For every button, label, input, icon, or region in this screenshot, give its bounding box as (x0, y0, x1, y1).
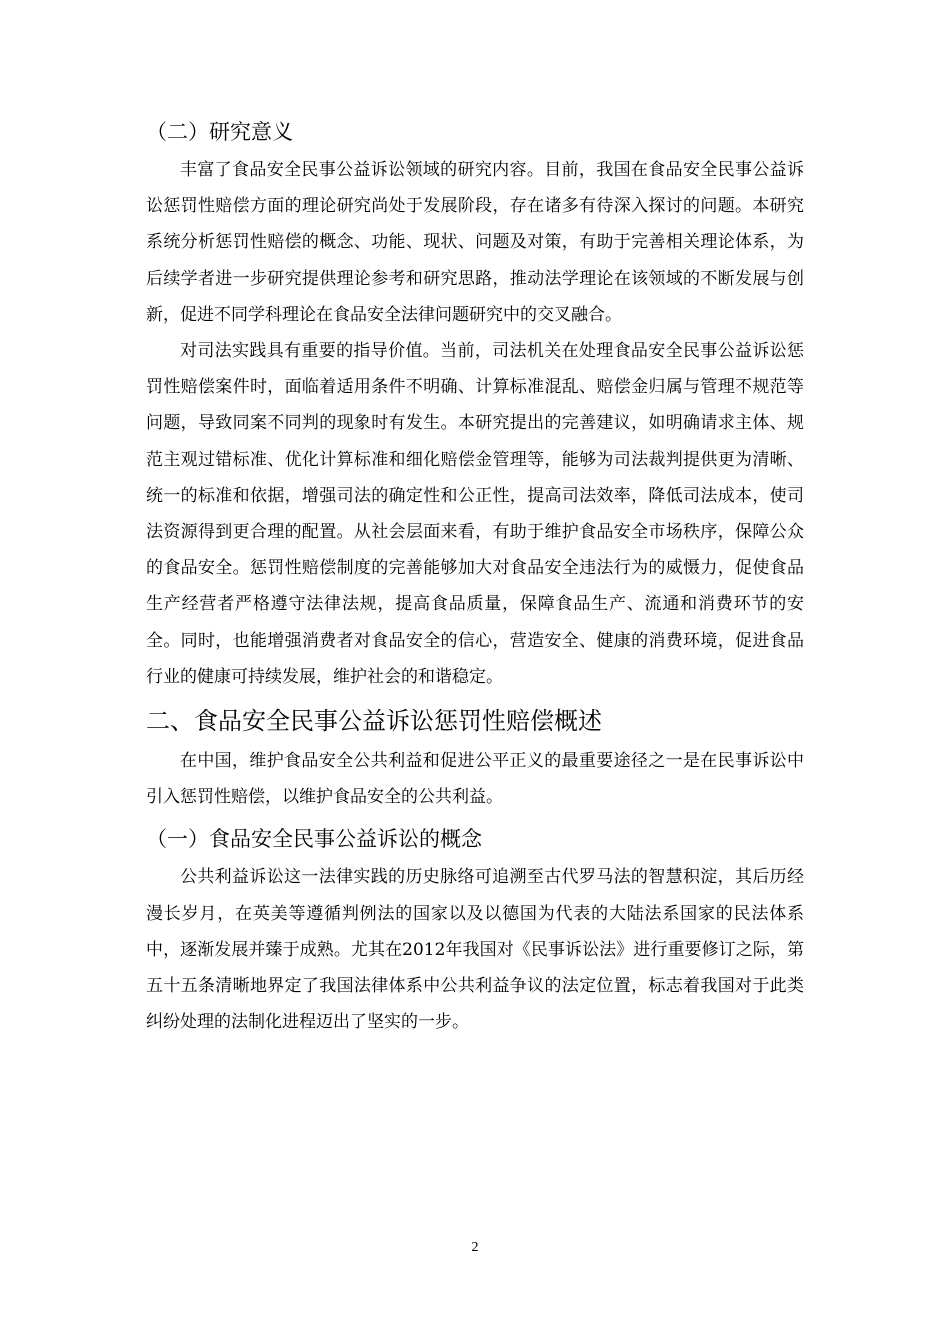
body-paragraph: 公共利益诉讼这一法律实践的历史脉络可追溯至古代罗马法的智慧积淀，其后历经漫长岁月，在英美等遵循判例法的国家以及以德国为代表的大陆法系国家的民法体系中，逐渐发展并臻于成熟。尤其在2012年我国对《民事诉讼法》进行重要修订之际，第五十五条清晰地界定了我国法律体系中公共利益争议的法定位置，标志着我国对于此类纠纷处理的法制化进程迈出了坚实的一步。 (146, 867, 804, 1033)
body-paragraph: 在中国，维护食品安全公共利益和促进公平正义的最重要途径之一是在民事诉讼中引入惩罚性赔偿，以维护食品安全的公共利益。 (146, 751, 804, 808)
section-heading-concept: （一）食品安全民事公益诉讼的概念 (146, 827, 482, 852)
section-heading-research-significance: （二）研究意义 (146, 120, 293, 144)
body-paragraph: 丰富了食品安全民事公益诉讼领域的研究内容。目前，我国在食品安全民事公益诉讼惩罚性赔偿方面的理论研究尚处于发展阶段，存在诸多有待深入探讨的问题。本研究系统分析惩罚性赔偿的概念、功能、现状、问题及对策，有助于完善相关理论体系，为后续学者进一步研究提供理论参考和研究思路，推动法学理论在该领域的不断发展与创新，促进不同学科理论在食品安全法律问题研究中的交叉融合。 (146, 160, 804, 325)
body-paragraph: 对司法实践具有重要的指导价值。当前，司法机关在处理食品安全民事公益诉讼惩罚性赔偿案件时，面临着适用条件不明确、计算标准混乱、赔偿金归属与管理不规范等问题，导致同案不同判的现象时有发生。本研究提出的完善建议，如明确请求主体、规范主观过错标准、优化计算标准和细化赔偿金管理等，能够为司法裁判提供更为清晰、统一的标准和依据，增强司法的确定性和公正性，提高司法效率，降低司法成本，使司法资源得到更合理的配置。从社会层面来看，有助于维护食品安全市场秩序，保障公众的食品安全。惩罚性赔偿制度的完善能够加大对食品安全违法行为的威慑力，促使食品生产经营者严格遵守法律法规，提高食品质量，保障食品生产、流通和消费环节的安全。同时，也能增强消费者对食品安全的信心，营造安全、健康的消费环境，促进食品行业的健康可持续发展，维护社会的和谐稳定。 (146, 341, 804, 687)
chapter-heading-overview: 二、食品安全民事公益诉讼惩罚性赔偿概述 (146, 707, 602, 736)
page-content (146, 112, 804, 1040)
page-number: 2 (471, 1240, 479, 1255)
